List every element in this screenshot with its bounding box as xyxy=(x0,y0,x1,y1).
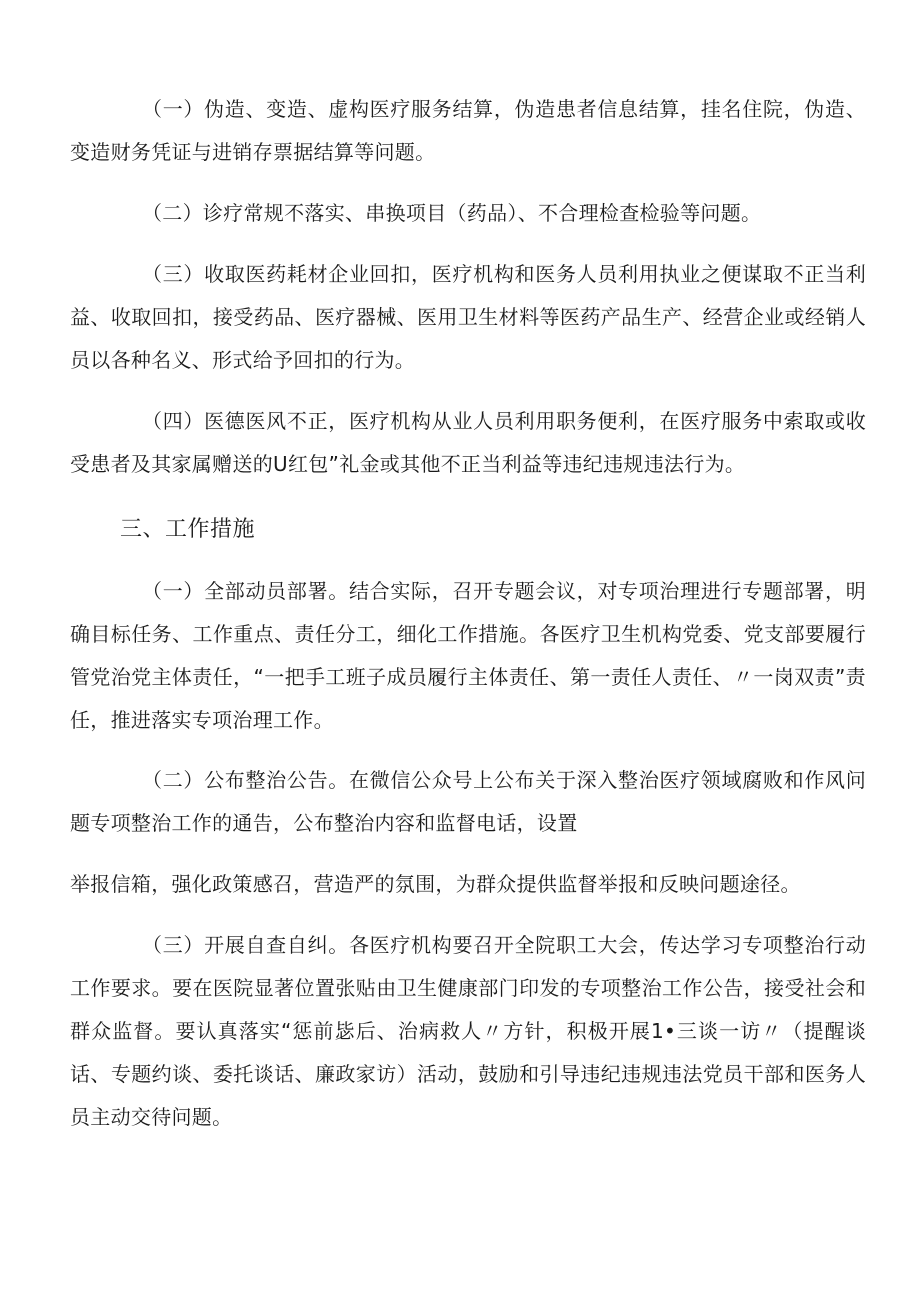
measure-item-2: （二）公布整治公告。在微信公众号上公布关于深入整治医疗领域腐败和作风问题专项整治工作的通告，公布整治内容和监督电话，设置 xyxy=(70,768,866,835)
paragraph-item-2: （二）诊疗常规不落实、串换项目（药品）、不合理检查检验等问题。 xyxy=(142,201,762,225)
paragraph-item-1: （一）伪造、变造、虚构医疗服务结算，伪造患者信息结算，挂名住院，伪造、变造财务凭证与进销存票据结算等问题。 xyxy=(70,97,866,164)
measure-item-1: （一）全部动员部署。结合实际，召开专题会议，对专项治理进行专题部署，明确目标任务、工作重点、责任分工，细化工作措施。各医疗卫生机构党委、党支部要履行管党治党主体责任，“一把手工班子成员履行主体责任、第一责任人责任、〃一岗双责”责任，推进落实专项治理工作。 xyxy=(70,579,866,732)
measure-item-2-continued: 举报信箱，强化政策感召，营造严的氛围，为群众提供监督举报和反映问题途径。 xyxy=(70,872,801,896)
measure-item-3: （三）开展自查自纠。各医疗机构要召开全院职工大会，传达学习专项整治行动工作要求。要在医院显著位置张贴由卫生健康部门印发的专项整治工作公告，接受社会和群众监督。要认真落实“惩前毖后、治病救人〃方针，积极开展1•三谈一访〃（提醒谈话、专题约谈、委托谈话、廉政家访）活动，鼓励和引导违纪违规违法党员干部和医务人员主动交待问题。 xyxy=(70,933,866,1129)
paragraph-item-3: （三）收取医药耗材企业回扣，医疗机构和医务人员利用执业之便谋取不正当利益、收取回扣，接受药品、医疗器械、医用卫生材料等医药产品生产、经营企业或经销人员以各种名义、形式给予回扣的行为。 xyxy=(70,262,866,372)
section-heading: 三、工作措施 xyxy=(120,517,256,542)
paragraph-item-4: （四）医德医风不正，医疗机构从业人员利用职务便利，在医疗服务中索取或收受患者及其家属赠送的U红包”礼金或其他不正当利益等违纪违规违法行为。 xyxy=(70,409,866,476)
